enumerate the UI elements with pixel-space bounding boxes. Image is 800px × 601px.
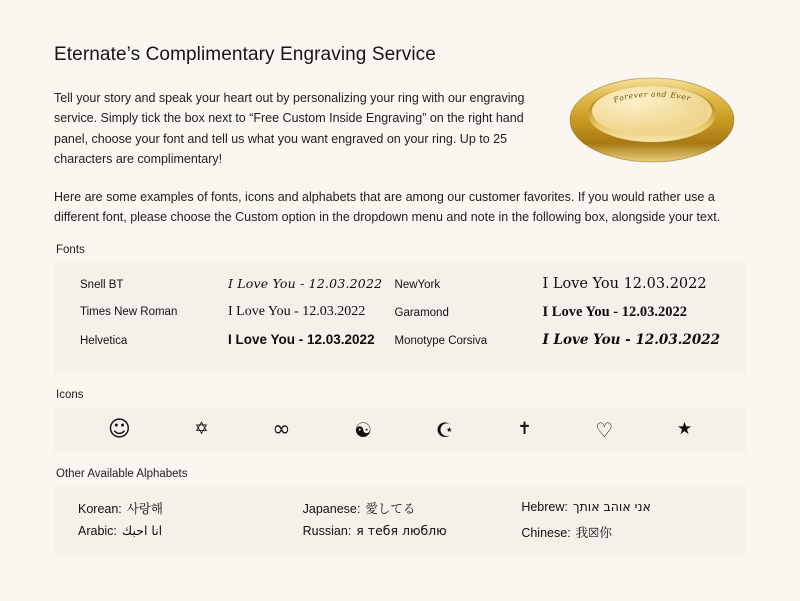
font-name: NewYork bbox=[394, 278, 441, 291]
alphabet-item-chinese bbox=[507, 523, 722, 541]
alphabet-language-label: Russian: bbox=[302, 523, 352, 538]
font-row bbox=[385, 304, 720, 332]
alphabet-item-korean bbox=[78, 499, 293, 517]
alphabet-language-label: Arabic: bbox=[78, 523, 117, 538]
font-row bbox=[80, 276, 385, 304]
alphabet-language-label: Chinese: bbox=[521, 525, 571, 540]
alphabet-item-hebrew bbox=[507, 499, 722, 517]
intro-paragraph: Tell your story and speak your heart out by personalizing your ring with our engraving service. Simply tick the box next to “Free Custom Inside Engraving” on the right hand panel, choose your font and tell us what you want engraved on your ring. Up to 25 characters are complimentary! bbox=[54, 91, 525, 166]
cross-icon: ✝ bbox=[517, 419, 532, 439]
font-sample: I Love You - 12.03.2022 bbox=[542, 331, 720, 348]
page-title: Eternate’s Complimentary Engraving Service bbox=[54, 44, 436, 65]
heart-outline-icon: ♡ bbox=[595, 417, 614, 442]
alphabet-language-label: Hebrew: bbox=[521, 499, 568, 514]
ring-illustration bbox=[552, 70, 752, 170]
font-name: Times New Roman bbox=[80, 305, 178, 318]
font-row bbox=[385, 332, 720, 360]
font-row bbox=[80, 304, 385, 332]
fonts-panel bbox=[54, 263, 746, 373]
alphabet-item-russian bbox=[293, 523, 508, 541]
infinity-icon: ∞ bbox=[272, 416, 291, 442]
font-name: Helvetica bbox=[80, 334, 128, 347]
ring-engraving-text: Forever and Ever bbox=[612, 89, 692, 105]
fonts-section-label: Fonts bbox=[56, 243, 85, 256]
font-sample: I Love You - 12.03.2022 bbox=[228, 303, 366, 319]
font-name: Monotype Corsiva bbox=[394, 334, 488, 347]
star-of-david-icon: ✡ bbox=[194, 419, 209, 439]
star-and-crescent-icon: ☪ bbox=[435, 417, 454, 442]
alphabet-item-japanese bbox=[293, 499, 508, 517]
icons-panel bbox=[54, 408, 746, 452]
font-name: Snell BT bbox=[80, 278, 124, 291]
alphabet-item-arabic bbox=[78, 523, 293, 541]
alphabets-section-label: Other Available Alphabets bbox=[56, 467, 188, 480]
yin-yang-icon: ☯ bbox=[354, 417, 373, 442]
alphabet-language-label: Japanese: bbox=[302, 501, 361, 516]
font-row bbox=[80, 332, 385, 360]
gold-ring-image bbox=[552, 70, 752, 170]
icons-section-label: Icons bbox=[56, 388, 84, 401]
font-sample: I Love You - 12.03.2022 bbox=[228, 275, 383, 291]
alphabet-sample-text: انا احبك bbox=[121, 522, 163, 538]
font-name: Garamond bbox=[394, 306, 449, 319]
alphabet-sample-text: אני אוהב אותך bbox=[572, 498, 651, 514]
smiley-face-icon: ☺ bbox=[107, 416, 131, 442]
alphabet-language-label: Korean: bbox=[78, 501, 122, 516]
second-paragraph: Here are some examples of fonts, icons and alphabets that are among our customer favorites. If you would rather use a different font, please choose the Custom option in the dropdown menu and note in the following box, alongside your text. bbox=[54, 190, 721, 225]
font-row bbox=[385, 276, 720, 304]
star-filled-icon: ★ bbox=[676, 419, 693, 439]
font-sample: I Love You - 12.03.2022 bbox=[542, 303, 687, 320]
alphabet-sample-text: 我☒你 bbox=[575, 524, 612, 540]
alphabets-panel bbox=[54, 487, 746, 555]
font-sample: I Love You - 12.03.2022 bbox=[228, 331, 375, 347]
alphabet-sample-text: я тебя люблю bbox=[356, 522, 447, 538]
alphabet-sample-text: 愛してる bbox=[365, 500, 416, 516]
alphabet-sample-text: 사랑해 bbox=[126, 500, 164, 516]
font-sample: I Love You 12.03.2022 bbox=[542, 275, 707, 292]
